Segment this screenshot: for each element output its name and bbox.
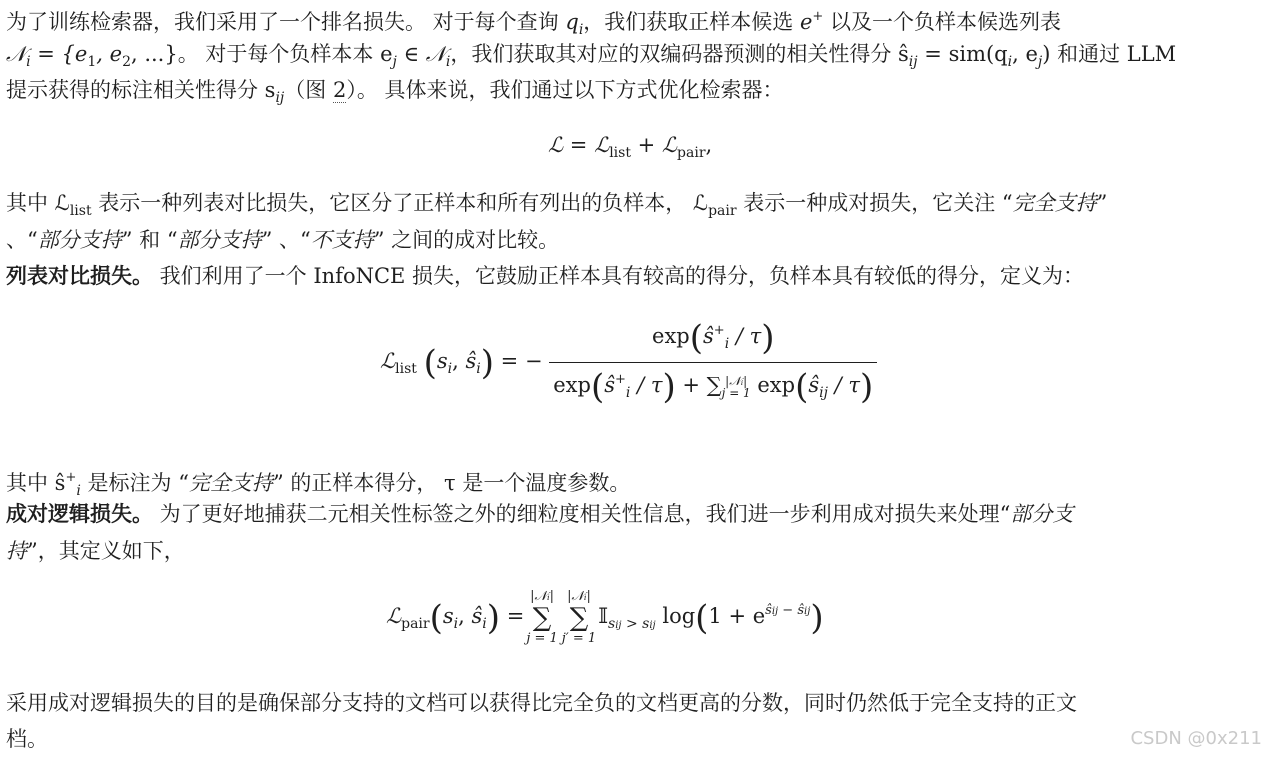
math-s: s xyxy=(608,616,616,632)
math-set: = {e xyxy=(30,42,88,66)
equation-pair-loss xyxy=(386,590,824,646)
paren: ) xyxy=(486,598,501,638)
math-sub: ij xyxy=(615,620,622,631)
text: （图 xyxy=(284,78,333,102)
math-plus: + xyxy=(675,373,707,397)
denominator xyxy=(549,363,877,407)
text: , ...}。 对于每个负样本本 e xyxy=(130,42,393,66)
math-comma: , xyxy=(705,133,713,157)
text: 表示一种列表对比损失，它区分了正样本和所有列出的负样本， ℒ xyxy=(91,191,709,215)
math-sub: i xyxy=(476,360,481,377)
text: ” 的正样本得分， τ 是一个温度参数。 xyxy=(272,471,631,495)
math-sub: i xyxy=(625,385,631,401)
math-sub: ij xyxy=(819,385,828,401)
text: ，我们获取正样本候选 xyxy=(583,10,800,34)
math-sup: |𝒩ᵢ| xyxy=(530,589,554,604)
text: ）。 具体来说，我们通过以下方式优化检索器： xyxy=(346,78,784,102)
math-tau: / τ xyxy=(827,373,861,397)
math-sup: |𝒩ᵢ| xyxy=(725,373,748,388)
paren: ( xyxy=(423,342,437,383)
equation-list-loss xyxy=(380,318,877,407)
text: ” 、“ xyxy=(261,228,311,252)
math-exp: exp xyxy=(750,373,796,397)
para2-line2 xyxy=(6,225,559,255)
text: 以及一个负样本候选列表 xyxy=(823,10,1062,34)
paren: ( xyxy=(689,318,703,358)
text: ，我们获取其对应的双编码器预测的相关性得分 ŝ xyxy=(450,42,909,66)
text: 表示一种成对损失，它关注 “ xyxy=(736,191,1013,215)
paren: ( xyxy=(429,598,443,638)
text: 提示获得的标注相关性得分 s xyxy=(6,78,276,102)
math-sub: list xyxy=(609,145,631,161)
math-sub: i xyxy=(447,360,453,377)
math-sub: j xyxy=(1037,54,1043,70)
exponent xyxy=(765,603,810,618)
para2-line1 xyxy=(6,188,1107,226)
math-s: s xyxy=(442,604,454,628)
para6-line1 xyxy=(6,688,1077,718)
math-shat: ŝ xyxy=(604,373,615,397)
paren: ( xyxy=(590,367,605,407)
math-exp: exp xyxy=(652,324,690,348)
para5-line1 xyxy=(6,499,1073,529)
section-heading: 列表对比损失。 xyxy=(6,263,153,288)
paren: ( xyxy=(695,598,709,638)
math-sup: + xyxy=(812,9,824,24)
math-L: ℒ xyxy=(380,348,396,373)
equation-total-loss xyxy=(548,133,712,161)
section-heading: 成对逻辑损失。 xyxy=(6,501,153,526)
math-in: ∈ 𝒩 xyxy=(396,42,446,66)
math-sim: = sim(q xyxy=(917,42,1008,66)
para1-line3 xyxy=(6,75,784,113)
math-sum: ∑ xyxy=(532,603,552,633)
watermark: CSDN @0x211 xyxy=(1130,728,1262,749)
emph-text: 部分支 xyxy=(1010,502,1074,526)
text: 其中 ŝ xyxy=(6,471,66,495)
math-sub: ij xyxy=(771,606,779,617)
math-shat: ŝ xyxy=(703,324,714,348)
math-eq: = xyxy=(500,604,525,628)
indicator-condition xyxy=(608,616,656,632)
math-exp: exp xyxy=(553,373,591,397)
math-L: ℒ xyxy=(594,133,610,157)
math-sub: list xyxy=(69,203,92,219)
emph-text: 完全支持 xyxy=(188,471,273,495)
math-q: q xyxy=(565,10,579,34)
math-sub: i xyxy=(724,336,730,352)
math-L: ℒ xyxy=(661,133,678,157)
math-sub: pair xyxy=(708,203,737,219)
math-indicator: 𝕀 xyxy=(598,604,609,628)
math-minus: − ŝ xyxy=(778,603,804,618)
math-sub: j = 1 xyxy=(526,631,558,646)
fraction xyxy=(549,318,877,407)
sum-limits xyxy=(722,375,751,399)
math-shat: ŝ xyxy=(808,373,820,397)
math-sup: + xyxy=(713,323,725,338)
math-sub: j′ = 1 xyxy=(561,631,597,646)
math-gt: > s xyxy=(621,616,650,632)
math-one-plus-e: 1 + e xyxy=(708,604,766,628)
math-sub: 1 xyxy=(87,54,97,70)
math-tau: / τ xyxy=(729,324,762,348)
text: ” 之间的成对比较。 xyxy=(373,228,560,252)
math-sub: j = 1 xyxy=(721,385,751,400)
text: 采用成对逻辑损失的目的是确保部分支持的文档可以获得比完全负的文档更高的分数，同时仍然低于完全支持的正文 xyxy=(6,691,1077,715)
emph-text: 部分支持 xyxy=(177,228,262,252)
math-sub: ij xyxy=(908,54,918,70)
math-sup: + xyxy=(65,470,77,485)
paren: ) xyxy=(662,367,676,407)
math-sup: |𝒩ᵢ| xyxy=(567,589,591,604)
math-sum: ∑ xyxy=(706,373,722,397)
math-sub: i xyxy=(1007,54,1013,70)
emph-text: 部分支持 xyxy=(37,228,122,252)
para5-line2 xyxy=(6,536,185,566)
para3-line1 xyxy=(6,261,1084,291)
sum-jprime xyxy=(562,590,596,646)
eq3-rhs xyxy=(598,598,823,638)
math-tau: / τ xyxy=(630,373,663,397)
text: 为了训练检索器，我们采用了一个排名损失。 对于每个查询 xyxy=(6,10,566,34)
eq2-lhs: ℒ$_{list}$ ($s_i$, $ŝ_i$) = − xyxy=(380,342,543,383)
numerator xyxy=(549,318,877,363)
math-sub: i xyxy=(482,616,487,632)
text: ”，其定义如下， xyxy=(27,539,185,563)
paren: ( xyxy=(795,367,809,407)
math-s: s xyxy=(436,348,448,373)
text: ) 和通过 LLM xyxy=(1042,42,1177,66)
math-sum: ∑ xyxy=(569,603,589,633)
text: 为了更好地捕获二元相关性标签之外的细粒度相关性信息，我们进一步利用成对损失来处理“ xyxy=(153,502,1011,526)
math-e: e xyxy=(799,10,813,34)
text: ” xyxy=(1096,191,1108,215)
math-plus: + xyxy=(630,133,662,157)
eq3-lhs: $ℒ_{pair}(s_i$, $ŝ_i$) = xyxy=(386,598,525,638)
para1-line2 xyxy=(6,39,1176,77)
math-eq: = − xyxy=(494,348,543,373)
math-sub: i xyxy=(453,616,459,632)
paren: ) xyxy=(480,342,494,383)
math-sub: i xyxy=(26,54,31,70)
text: 我们利用了一个 InfoNCE 损失，它鼓励正样本具有较高的得分，负样本具有较低的得分，定义为： xyxy=(153,264,1085,288)
math-sup: + xyxy=(615,372,626,387)
text: 其中 ℒ xyxy=(6,191,70,215)
text: 是标注为 “ xyxy=(80,471,189,495)
math-sim: , e xyxy=(1012,42,1038,66)
math-N: 𝒩 xyxy=(6,42,27,66)
figure-ref-link[interactable]: 2 xyxy=(332,78,347,102)
math-shat: ŝ xyxy=(465,348,477,373)
sum-j xyxy=(526,590,557,646)
math-sub: i xyxy=(578,22,584,38)
paren: ) xyxy=(761,318,775,358)
para6-line2 xyxy=(6,724,48,754)
math-sub: pair xyxy=(401,616,430,632)
paren: ) xyxy=(810,598,824,638)
math-sub: j xyxy=(392,54,397,70)
math-log: log xyxy=(655,604,696,628)
math-sub: i xyxy=(445,54,451,70)
math-L: ℒ xyxy=(386,604,402,628)
math-set: , e xyxy=(96,42,123,66)
math-sub: pair xyxy=(677,145,706,161)
emph-text: 持 xyxy=(6,539,27,563)
math-sub: ij xyxy=(649,620,656,631)
math-sub: ij xyxy=(804,606,811,617)
math-sub: i xyxy=(76,483,81,499)
math-L: ℒ xyxy=(548,133,564,157)
math-sub: 2 xyxy=(122,54,131,70)
math-shat: ŝ xyxy=(765,603,772,618)
math-eq: = xyxy=(563,133,595,157)
text: 档。 xyxy=(6,727,48,751)
paren: ) xyxy=(860,367,874,407)
math-shat: ŝ xyxy=(471,604,483,628)
text: 、“ xyxy=(6,228,38,252)
emph-text: 不支持 xyxy=(310,228,374,252)
text: ” 和 “ xyxy=(121,228,178,252)
math-sub: list xyxy=(395,360,417,377)
math-sub: ij xyxy=(275,90,285,106)
emph-text: 完全支持 xyxy=(1012,191,1097,215)
